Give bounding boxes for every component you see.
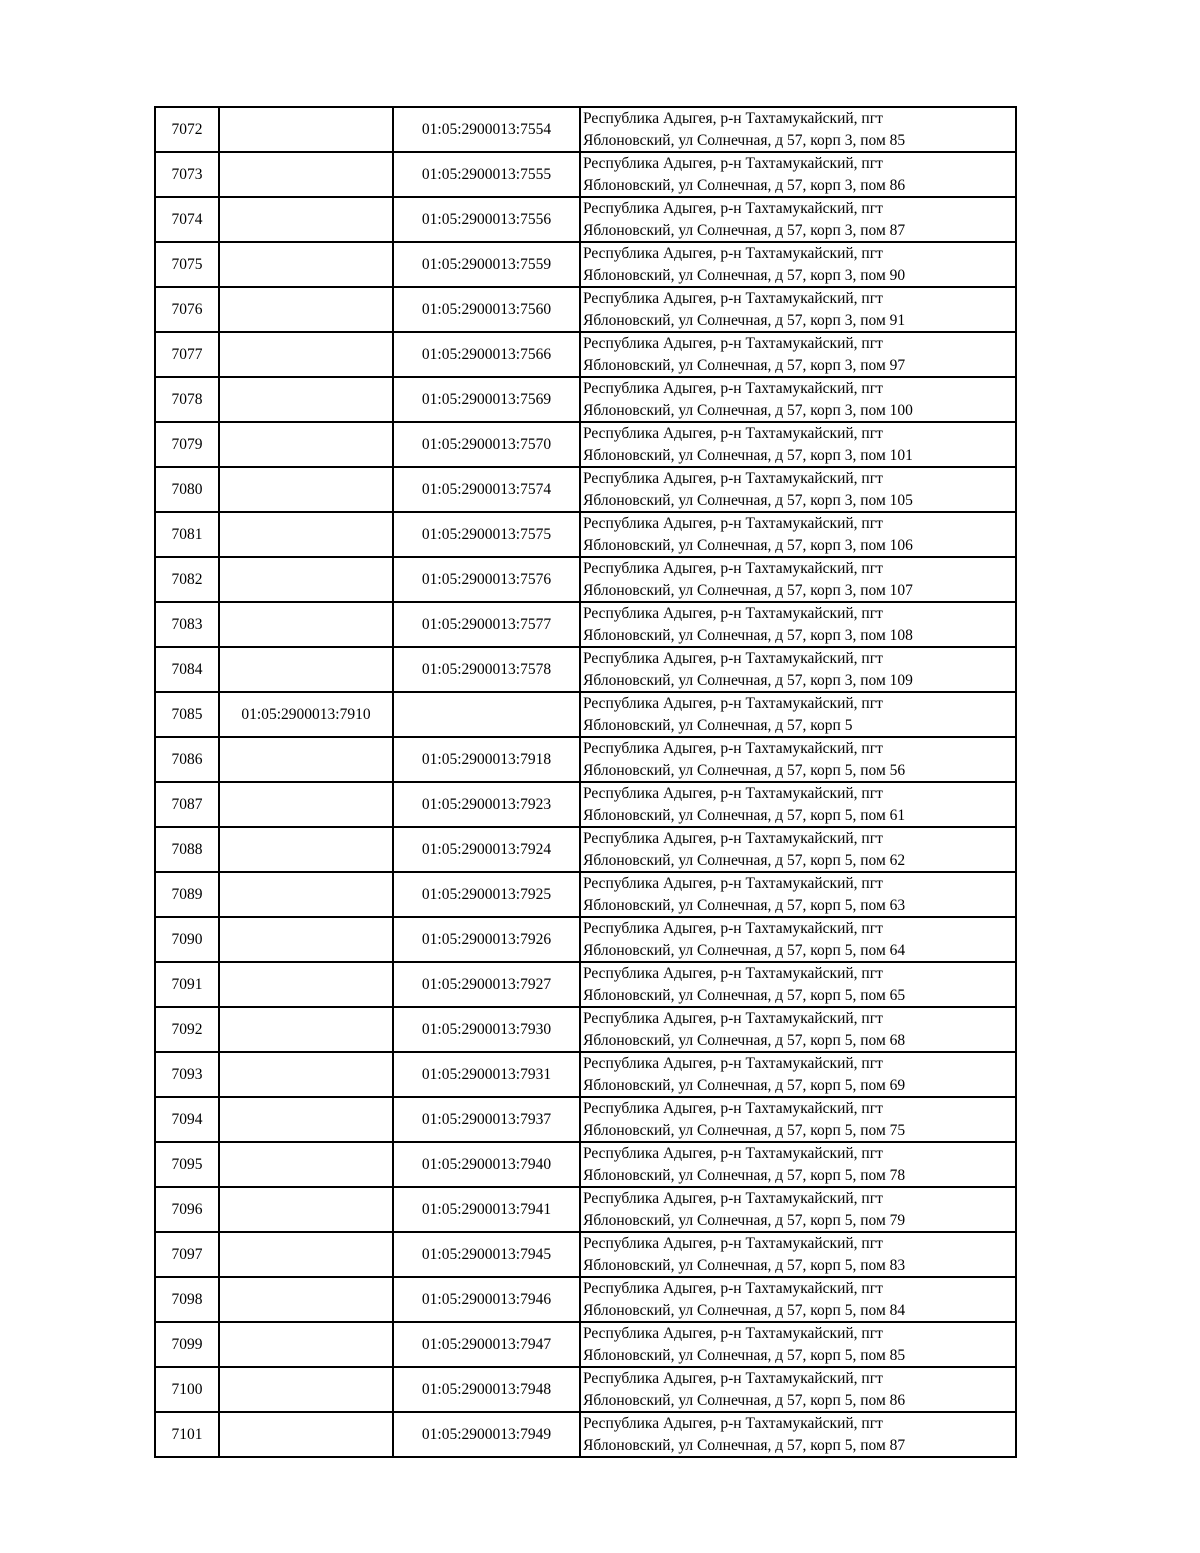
address-line-1: Республика Адыгея, р-н Тахтамукайский, пгт xyxy=(583,380,883,397)
address-line-1: Республика Адыгея, р-н Тахтамукайский, пгт xyxy=(583,650,883,667)
premise-cadastral-cell: 01:05:2900013:7945 xyxy=(393,1232,580,1277)
address-line-1: Республика Адыгея, р-н Тахтамукайский, пгт xyxy=(583,830,883,847)
building-cadastral-cell xyxy=(219,647,393,692)
address-cell xyxy=(580,1322,1016,1367)
row-number-cell: 7087 xyxy=(155,782,219,827)
premise-cadastral-cell: 01:05:2900013:7578 xyxy=(393,647,580,692)
address-line-2: Яблоновский, ул Солнечная, д 57, корп 3, пом 90 xyxy=(583,266,906,284)
premise-cadastral-cell: 01:05:2900013:7574 xyxy=(393,467,580,512)
building-cadastral-cell xyxy=(219,602,393,647)
table-row xyxy=(155,782,1016,827)
address-cell xyxy=(580,197,1016,242)
row-number-cell: 7082 xyxy=(155,557,219,602)
row-number-cell: 7089 xyxy=(155,872,219,917)
table-row xyxy=(155,557,1016,602)
table-row xyxy=(155,1052,1016,1097)
address-cell xyxy=(580,1367,1016,1412)
row-number-cell: 7077 xyxy=(155,332,219,377)
document-page xyxy=(154,106,1015,1458)
table-row xyxy=(155,647,1016,692)
address-line-1: Республика Адыгея, р-н Тахтамукайский, пгт xyxy=(583,1190,883,1207)
address-line-2: Яблоновский, ул Солнечная, д 57, корп 5, пом 68 xyxy=(583,1031,906,1049)
address-line-1: Республика Адыгея, р-н Тахтамукайский, пгт xyxy=(583,695,883,712)
row-number-cell: 7081 xyxy=(155,512,219,557)
address-cell xyxy=(580,1412,1016,1457)
table-row xyxy=(155,512,1016,557)
address-line-1: Республика Адыгея, р-н Тахтамукайский, пгт xyxy=(583,245,883,262)
building-cadastral-cell: 01:05:2900013:7910 xyxy=(219,692,393,737)
address-line-2: Яблоновский, ул Солнечная, д 57, корп 5, пом 75 xyxy=(583,1121,906,1139)
address-line-2: Яблоновский, ул Солнечная, д 57, корп 5 xyxy=(583,716,853,734)
address-line-2: Яблоновский, ул Солнечная, д 57, корп 5, пом 63 xyxy=(583,896,906,914)
address-line-1: Республика Адыгея, р-н Тахтамукайский, пгт xyxy=(583,290,883,307)
address-line-2: Яблоновский, ул Солнечная, д 57, корп 5, пом 85 xyxy=(583,1346,906,1364)
premise-cadastral-cell: 01:05:2900013:7555 xyxy=(393,152,580,197)
premise-cadastral-cell: 01:05:2900013:7949 xyxy=(393,1412,580,1457)
premise-cadastral-cell: 01:05:2900013:7947 xyxy=(393,1322,580,1367)
table-row xyxy=(155,1277,1016,1322)
address-line-1: Республика Адыгея, р-н Тахтамукайский, пгт xyxy=(583,335,883,352)
address-cell xyxy=(580,1097,1016,1142)
row-number-cell: 7094 xyxy=(155,1097,219,1142)
building-cadastral-cell xyxy=(219,827,393,872)
row-number-cell: 7079 xyxy=(155,422,219,467)
address-line-2: Яблоновский, ул Солнечная, д 57, корп 3, пом 100 xyxy=(583,401,913,419)
premise-cadastral-cell: 01:05:2900013:7566 xyxy=(393,332,580,377)
address-cell xyxy=(580,1142,1016,1187)
row-number-cell: 7078 xyxy=(155,377,219,422)
premise-cadastral-cell: 01:05:2900013:7569 xyxy=(393,377,580,422)
row-number-cell: 7091 xyxy=(155,962,219,1007)
address-line-2: Яблоновский, ул Солнечная, д 57, корп 3, пом 101 xyxy=(583,446,913,464)
address-line-2: Яблоновский, ул Солнечная, д 57, корп 5, пом 83 xyxy=(583,1256,906,1274)
address-line-1: Республика Адыгея, р-н Тахтамукайский, пгт xyxy=(583,560,883,577)
address-line-2: Яблоновский, ул Солнечная, д 57, корп 3, пом 86 xyxy=(583,176,906,194)
address-line-2: Яблоновский, ул Солнечная, д 57, корп 3, пом 108 xyxy=(583,626,913,644)
table-row xyxy=(155,197,1016,242)
address-cell xyxy=(580,872,1016,917)
address-line-1: Республика Адыгея, р-н Тахтамукайский, пгт xyxy=(583,920,883,937)
table-row xyxy=(155,152,1016,197)
building-cadastral-cell xyxy=(219,1232,393,1277)
address-cell xyxy=(580,152,1016,197)
address-line-2: Яблоновский, ул Солнечная, д 57, корп 5, пом 84 xyxy=(583,1301,906,1319)
address-line-1: Республика Адыгея, р-н Тахтамукайский, пгт xyxy=(583,740,883,757)
building-cadastral-cell xyxy=(219,332,393,377)
premise-cadastral-cell: 01:05:2900013:7577 xyxy=(393,602,580,647)
building-cadastral-cell xyxy=(219,557,393,602)
premise-cadastral-cell: 01:05:2900013:7937 xyxy=(393,1097,580,1142)
premise-cadastral-cell: 01:05:2900013:7556 xyxy=(393,197,580,242)
address-line-2: Яблоновский, ул Солнечная, д 57, корп 5, пом 65 xyxy=(583,986,906,1004)
table-row xyxy=(155,1412,1016,1457)
row-number-cell: 7075 xyxy=(155,242,219,287)
row-number-cell: 7084 xyxy=(155,647,219,692)
address-cell xyxy=(580,557,1016,602)
address-cell xyxy=(580,602,1016,647)
table-row xyxy=(155,1007,1016,1052)
premise-cadastral-cell: 01:05:2900013:7930 xyxy=(393,1007,580,1052)
building-cadastral-cell xyxy=(219,242,393,287)
address-cell xyxy=(580,782,1016,827)
address-line-2: Яблоновский, ул Солнечная, д 57, корп 5, пом 61 xyxy=(583,806,906,824)
table-row xyxy=(155,827,1016,872)
address-line-1: Республика Адыгея, р-н Тахтамукайский, пгт xyxy=(583,515,883,532)
address-cell xyxy=(580,1277,1016,1322)
table-row xyxy=(155,377,1016,422)
address-cell xyxy=(580,827,1016,872)
row-number-cell: 7092 xyxy=(155,1007,219,1052)
address-cell xyxy=(580,737,1016,782)
address-cell xyxy=(580,242,1016,287)
premise-cadastral-cell: 01:05:2900013:7927 xyxy=(393,962,580,1007)
address-line-1: Республика Адыгея, р-н Тахтамукайский, пгт xyxy=(583,1280,883,1297)
row-number-cell: 7097 xyxy=(155,1232,219,1277)
building-cadastral-cell xyxy=(219,782,393,827)
building-cadastral-cell xyxy=(219,1277,393,1322)
address-line-2: Яблоновский, ул Солнечная, д 57, корп 5, пом 69 xyxy=(583,1076,906,1094)
premise-cadastral-cell: 01:05:2900013:7946 xyxy=(393,1277,580,1322)
address-line-1: Республика Адыгея, р-н Тахтамукайский, пгт xyxy=(583,785,883,802)
building-cadastral-cell xyxy=(219,1187,393,1232)
address-line-1: Республика Адыгея, р-н Тахтамукайский, пгт xyxy=(583,470,883,487)
row-number-cell: 7096 xyxy=(155,1187,219,1232)
address-line-1: Республика Адыгея, р-н Тахтамукайский, пгт xyxy=(583,155,883,172)
building-cadastral-cell xyxy=(219,152,393,197)
address-line-2: Яблоновский, ул Солнечная, д 57, корп 5, пом 64 xyxy=(583,941,906,959)
address-line-2: Яблоновский, ул Солнечная, д 57, корп 3, пом 109 xyxy=(583,671,913,689)
row-number-cell: 7072 xyxy=(155,107,219,152)
address-cell xyxy=(580,692,1016,737)
row-number-cell: 7080 xyxy=(155,467,219,512)
table-row xyxy=(155,1367,1016,1412)
address-line-2: Яблоновский, ул Солнечная, д 57, корп 3, пом 107 xyxy=(583,581,913,599)
row-number-cell: 7095 xyxy=(155,1142,219,1187)
row-number-cell: 7093 xyxy=(155,1052,219,1097)
building-cadastral-cell xyxy=(219,287,393,332)
row-number-cell: 7076 xyxy=(155,287,219,332)
building-cadastral-cell xyxy=(219,512,393,557)
row-number-cell: 7099 xyxy=(155,1322,219,1367)
building-cadastral-cell xyxy=(219,1412,393,1457)
table-row xyxy=(155,602,1016,647)
premise-cadastral-cell: 01:05:2900013:7940 xyxy=(393,1142,580,1187)
row-number-cell: 7100 xyxy=(155,1367,219,1412)
table-row xyxy=(155,242,1016,287)
row-number-cell: 7090 xyxy=(155,917,219,962)
address-cell xyxy=(580,467,1016,512)
table-row xyxy=(155,1322,1016,1367)
row-number-cell: 7074 xyxy=(155,197,219,242)
address-cell xyxy=(580,1052,1016,1097)
premise-cadastral-cell: 01:05:2900013:7926 xyxy=(393,917,580,962)
address-cell xyxy=(580,332,1016,377)
premise-cadastral-cell xyxy=(393,692,580,737)
address-cell xyxy=(580,917,1016,962)
table-row xyxy=(155,332,1016,377)
table-row xyxy=(155,872,1016,917)
address-line-1: Республика Адыгея, р-н Тахтамукайский, пгт xyxy=(583,1145,883,1162)
table-row xyxy=(155,737,1016,782)
address-line-2: Яблоновский, ул Солнечная, д 57, корп 3, пом 87 xyxy=(583,221,906,239)
table-row xyxy=(155,467,1016,512)
address-line-2: Яблоновский, ул Солнечная, д 57, корп 5, пом 87 xyxy=(583,1436,906,1454)
address-line-1: Республика Адыгея, р-н Тахтамукайский, пгт xyxy=(583,1055,883,1072)
premise-cadastral-cell: 01:05:2900013:7948 xyxy=(393,1367,580,1412)
building-cadastral-cell xyxy=(219,197,393,242)
address-line-2: Яблоновский, ул Солнечная, д 57, корп 3, пом 106 xyxy=(583,536,913,554)
building-cadastral-cell xyxy=(219,1142,393,1187)
building-cadastral-cell xyxy=(219,422,393,467)
address-cell xyxy=(580,422,1016,467)
table-row xyxy=(155,692,1016,737)
premise-cadastral-cell: 01:05:2900013:7554 xyxy=(393,107,580,152)
address-line-1: Республика Адыгея, р-н Тахтамукайский, пгт xyxy=(583,1235,883,1252)
address-line-2: Яблоновский, ул Солнечная, д 57, корп 3, пом 91 xyxy=(583,311,906,329)
row-number-cell: 7083 xyxy=(155,602,219,647)
address-line-1: Республика Адыгея, р-н Тахтамукайский, пгт xyxy=(583,1100,883,1117)
premise-cadastral-cell: 01:05:2900013:7924 xyxy=(393,827,580,872)
building-cadastral-cell xyxy=(219,962,393,1007)
row-number-cell: 7073 xyxy=(155,152,219,197)
address-cell xyxy=(580,647,1016,692)
premise-cadastral-cell: 01:05:2900013:7941 xyxy=(393,1187,580,1232)
registry-table xyxy=(154,106,1017,1458)
table-row xyxy=(155,107,1016,152)
address-line-2: Яблоновский, ул Солнечная, д 57, корп 5, пом 86 xyxy=(583,1391,906,1409)
premise-cadastral-cell: 01:05:2900013:7918 xyxy=(393,737,580,782)
address-line-2: Яблоновский, ул Солнечная, д 57, корп 5, пом 56 xyxy=(583,761,906,779)
table-row xyxy=(155,1232,1016,1277)
address-line-2: Яблоновский, ул Солнечная, д 57, корп 3, пом 85 xyxy=(583,131,906,149)
table-row xyxy=(155,1142,1016,1187)
row-number-cell: 7098 xyxy=(155,1277,219,1322)
table-row xyxy=(155,1187,1016,1232)
premise-cadastral-cell: 01:05:2900013:7576 xyxy=(393,557,580,602)
address-cell xyxy=(580,1007,1016,1052)
address-line-1: Республика Адыгея, р-н Тахтамукайский, пгт xyxy=(583,200,883,217)
building-cadastral-cell xyxy=(219,1367,393,1412)
row-number-cell: 7085 xyxy=(155,692,219,737)
address-line-2: Яблоновский, ул Солнечная, д 57, корп 3, пом 105 xyxy=(583,491,913,509)
premise-cadastral-cell: 01:05:2900013:7560 xyxy=(393,287,580,332)
address-line-1: Республика Адыгея, р-н Тахтамукайский, пгт xyxy=(583,875,883,892)
premise-cadastral-cell: 01:05:2900013:7923 xyxy=(393,782,580,827)
building-cadastral-cell xyxy=(219,1097,393,1142)
building-cadastral-cell xyxy=(219,917,393,962)
address-cell xyxy=(580,1187,1016,1232)
address-line-1: Республика Адыгея, р-н Тахтамукайский, пгт xyxy=(583,1010,883,1027)
address-line-1: Республика Адыгея, р-н Тахтамукайский, пгт xyxy=(583,605,883,622)
address-cell xyxy=(580,107,1016,152)
premise-cadastral-cell: 01:05:2900013:7575 xyxy=(393,512,580,557)
row-number-cell: 7101 xyxy=(155,1412,219,1457)
address-line-2: Яблоновский, ул Солнечная, д 57, корп 3, пом 97 xyxy=(583,356,906,374)
address-line-1: Республика Адыгея, р-н Тахтамукайский, пгт xyxy=(583,965,883,982)
premise-cadastral-cell: 01:05:2900013:7925 xyxy=(393,872,580,917)
building-cadastral-cell xyxy=(219,737,393,782)
address-line-1: Республика Адыгея, р-н Тахтамукайский, пгт xyxy=(583,1370,883,1387)
address-line-2: Яблоновский, ул Солнечная, д 57, корп 5, пом 78 xyxy=(583,1166,906,1184)
premise-cadastral-cell: 01:05:2900013:7559 xyxy=(393,242,580,287)
address-cell xyxy=(580,512,1016,557)
address-cell xyxy=(580,377,1016,422)
row-number-cell: 7088 xyxy=(155,827,219,872)
building-cadastral-cell xyxy=(219,1007,393,1052)
building-cadastral-cell xyxy=(219,872,393,917)
table-row xyxy=(155,962,1016,1007)
address-line-2: Яблоновский, ул Солнечная, д 57, корп 5, пом 79 xyxy=(583,1211,906,1229)
table-row xyxy=(155,917,1016,962)
row-number-cell: 7086 xyxy=(155,737,219,782)
address-line-1: Республика Адыгея, р-н Тахтамукайский, пгт xyxy=(583,1325,883,1342)
registry-table-body xyxy=(155,107,1016,1457)
premise-cadastral-cell: 01:05:2900013:7931 xyxy=(393,1052,580,1097)
building-cadastral-cell xyxy=(219,377,393,422)
building-cadastral-cell xyxy=(219,1052,393,1097)
address-cell xyxy=(580,1232,1016,1277)
address-cell xyxy=(580,287,1016,332)
address-cell xyxy=(580,962,1016,1007)
address-line-1: Республика Адыгея, р-н Тахтамукайский, пгт xyxy=(583,1415,883,1432)
table-row xyxy=(155,1097,1016,1142)
building-cadastral-cell xyxy=(219,467,393,512)
address-line-1: Республика Адыгея, р-н Тахтамукайский, пгт xyxy=(583,110,883,127)
table-row xyxy=(155,422,1016,467)
building-cadastral-cell xyxy=(219,107,393,152)
table-row xyxy=(155,287,1016,332)
address-line-2: Яблоновский, ул Солнечная, д 57, корп 5, пом 62 xyxy=(583,851,906,869)
premise-cadastral-cell: 01:05:2900013:7570 xyxy=(393,422,580,467)
address-line-1: Республика Адыгея, р-н Тахтамукайский, пгт xyxy=(583,425,883,442)
building-cadastral-cell xyxy=(219,1322,393,1367)
